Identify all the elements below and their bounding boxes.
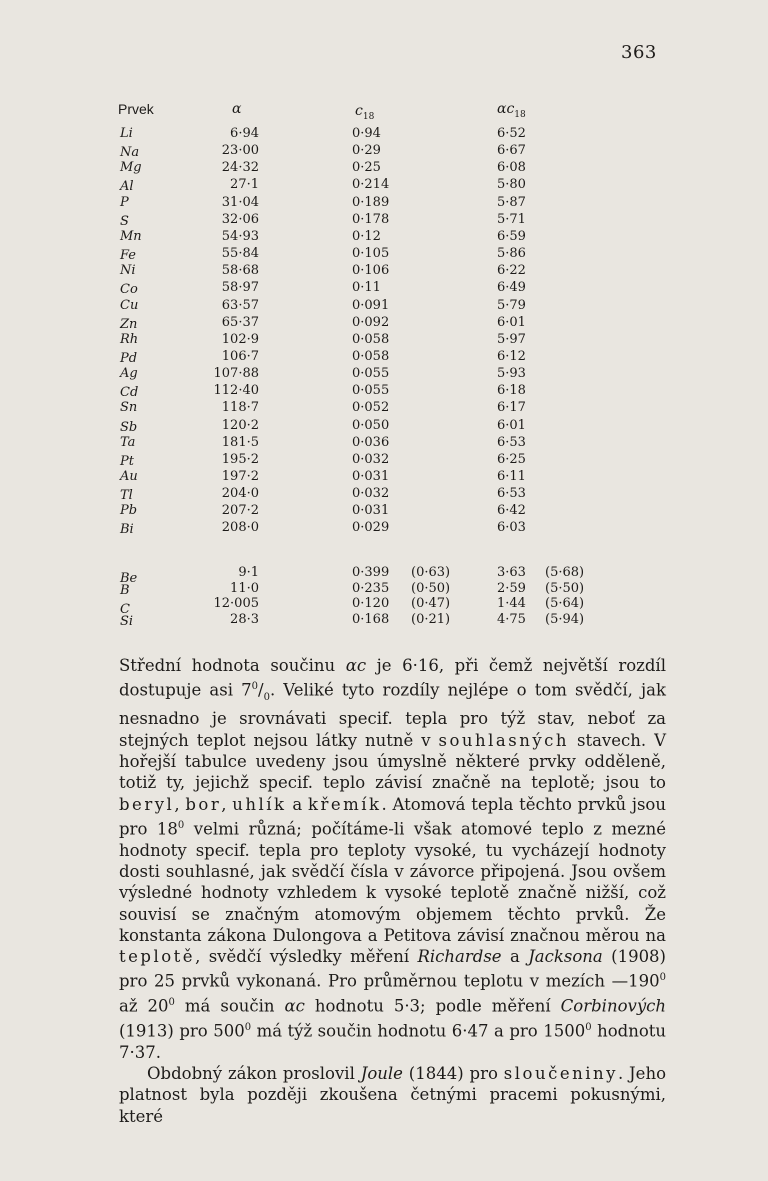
cell-ac: 5·93 [497, 366, 526, 382]
cell-c: 0·178 [352, 211, 390, 227]
cell-element: Sb [120, 419, 138, 435]
cell-element: Tl [120, 488, 133, 504]
cell-c: 0·050 [352, 417, 390, 433]
cell-alpha: 6·94 [230, 126, 259, 141]
cell-ac: 6·18 [497, 383, 526, 399]
cell-alpha: 28·3 [230, 612, 259, 628]
cell-ac-limit: (5·64) [545, 596, 585, 612]
cell-ac: 6·03 [497, 520, 526, 536]
cell-ac: 6·22 [497, 263, 526, 279]
cell-element: B [120, 582, 130, 598]
cell-c-limit: (0·21) [411, 612, 451, 628]
cell-alpha: 58·97 [221, 280, 259, 296]
cell-alpha: 118·7 [221, 400, 259, 416]
cell-element: Pt [120, 453, 134, 469]
cell-ac: 6·17 [497, 400, 526, 416]
cell-element: Cd [120, 385, 139, 401]
cell-ac-limit: (5·94) [545, 612, 585, 628]
cell-c: 0·091 [352, 297, 390, 313]
cell-ac: 5·87 [497, 194, 526, 210]
cell-c: 0·036 [352, 434, 390, 450]
cell-alpha: 55·84 [221, 246, 259, 262]
cell-alpha: 63·57 [221, 297, 259, 313]
cell-ac: 5·97 [497, 331, 526, 347]
cell-element: Rh [120, 331, 139, 347]
cell-c: 0·092 [352, 314, 390, 330]
cell-alpha: 181·5 [221, 434, 259, 450]
cell-alpha: 24·32 [221, 160, 259, 176]
cell-ac: 6·52 [497, 126, 526, 141]
cell-alpha: 195·2 [221, 451, 259, 467]
header-element: Prvek [118, 101, 154, 117]
cell-c: 0·055 [352, 383, 390, 399]
cell-alpha: 204·0 [221, 486, 259, 502]
cell-element: P [120, 194, 129, 210]
header-alpha: α [232, 101, 242, 117]
cell-c: 0·031 [352, 469, 390, 484]
cell-ac: 6·53 [497, 434, 526, 450]
cell-ac: 6·49 [497, 280, 526, 296]
cell-ac: 6·01 [497, 314, 526, 330]
cell-element: Bi [120, 522, 134, 538]
cell-ac: 1·44 [497, 596, 526, 612]
cell-alpha: 12·005 [213, 596, 259, 612]
header-c: $c_{18}$ [355, 103, 375, 122]
cell-alpha: 208·0 [221, 520, 259, 536]
cell-ac: 5·80 [497, 177, 526, 193]
cell-ac: 6·11 [497, 469, 526, 484]
cell-element: Si [120, 614, 134, 630]
cell-c: 0·032 [352, 486, 390, 502]
cell-ac: 2·59 [497, 580, 526, 596]
cell-c: 0·055 [352, 366, 390, 382]
cell-c: 0·12 [352, 228, 381, 244]
cell-alpha: 31·04 [221, 194, 259, 210]
cell-element: S [120, 213, 129, 229]
cell-ac: 6·53 [497, 486, 526, 502]
cell-element: Pb [120, 503, 138, 519]
page-number: 363 [621, 42, 657, 63]
cell-alpha: 120·2 [221, 417, 259, 433]
cell-c: 0·058 [352, 331, 390, 347]
cell-alpha: 207·2 [221, 503, 259, 519]
cell-c: 0·25 [352, 160, 381, 176]
cell-c: 0·029 [352, 520, 390, 536]
paragraph-2: Obdobný zákon proslovil Joule (1844) pro sloučeniny. Jeho platnost byla později zkoušena četnými pracemi pokusnými, které [119, 1064, 667, 1126]
cell-alpha: 54·93 [221, 228, 259, 244]
cell-alpha: 32·06 [221, 211, 259, 227]
cell-ac: 5·79 [497, 297, 526, 313]
cell-c: 0·29 [352, 143, 381, 159]
cell-element: Fe [120, 248, 137, 264]
cell-alpha: 11·0 [230, 580, 259, 596]
cell-c: 0·214 [352, 177, 390, 193]
cell-ac: 4·75 [497, 612, 526, 628]
cell-ac: 6·08 [497, 160, 526, 176]
cell-ac: 3·63 [497, 565, 526, 580]
cell-c-limit: (0·63) [411, 565, 451, 580]
cell-alpha: 65·37 [221, 314, 259, 330]
cell-alpha: 112·40 [213, 383, 259, 399]
cell-alpha: 106·7 [221, 348, 259, 364]
cell-alpha: 197·2 [221, 469, 259, 484]
cell-alpha: 27·1 [230, 177, 259, 193]
cell-alpha: 9·1 [238, 565, 259, 580]
cell-c: 0·031 [352, 503, 390, 519]
cell-element: Sn [120, 400, 138, 416]
cell-c: 0·058 [352, 348, 390, 364]
cell-ac: 6·25 [497, 451, 526, 467]
cell-alpha: 23·00 [221, 143, 259, 159]
cell-ac: 6·01 [497, 417, 526, 433]
cell-c: 0·106 [352, 263, 390, 279]
cell-ac: 6·59 [497, 228, 526, 244]
cell-ac: 6·12 [497, 348, 526, 364]
cell-element: Na [120, 145, 140, 161]
cell-alpha: 102·9 [221, 331, 259, 347]
cell-element: Zn [120, 316, 138, 332]
cell-element: C [120, 602, 130, 618]
cell-c: 0·399 [352, 565, 390, 580]
cell-c: 0·235 [352, 580, 390, 596]
cell-c: 0·189 [352, 194, 390, 210]
cell-element: Pd [120, 350, 138, 366]
cell-element: Co [120, 282, 138, 298]
cell-element: Al [120, 179, 134, 195]
cell-alpha: 58·68 [221, 263, 259, 279]
cell-element: Be [120, 571, 138, 586]
header-ac: $\alpha c_{18}$ [497, 101, 526, 120]
cell-c: 0·105 [352, 246, 390, 262]
paragraph-1: Střední hodnota součinu αc je 6·16, při čemž největší rozdíl dostupuje asi $7^0/_0$. Veliké tyto rozdíly nejlépe o tom svědčí, jak nesnadno je srovnávati specif. tepla pro týž stav, neboť za stejných teplot nejsou látky nutně v souhlasných stavech. V hořejší tabulce uvedeny jsou úmyslně některé prvky odděleně, totiž ty, jejichž specif. teplo závisí značně na teplotě; jsou to beryl, bor, uhlík a křemík. Atomová tepla těchto prvků jsou pro $18^0$ velmi různá; počítáme-li však atomové teplo z mezné hodnoty specif. tepla pro teploty vysoké, tu vycházejí hodnoty dosti souhlasné, jak svědčí čísla v závorce připojená. Jsou ovšem výsledné hodnoty vzhledem k vysoké teplotě značně nižší, což souvisí se značným atomovým objemem těchto prvků. Že konstanta zákona Dulongova a Petitova závisí značnou měrou na teplotě, svědčí výsledky měření Richardse a Jacksona (1908) pro 25 prvků vykonaná. Pro průměrnou teplotu v mezích $—190^0$ až $20^0$ má součin αc hodnotu 5·3; podle měření Corbinových (1913) pro $500^0$ má týž součin hodnotu 6·47 a pro 1500$^0$ hodnotu 7·37. [119, 656, 667, 1062]
cell-c-limit: (0·47) [411, 596, 451, 612]
cell-element: Ta [120, 434, 136, 450]
cell-ac: 5·86 [497, 246, 526, 262]
body-text [119, 655, 666, 1127]
cell-ac: 6·67 [497, 143, 526, 159]
cell-c: 0·94 [352, 126, 381, 141]
cell-ac-limit: (5·68) [545, 565, 585, 580]
cell-alpha: 107·88 [213, 366, 259, 382]
cell-element: Mg [120, 160, 142, 176]
cell-c-limit: (0·50) [411, 580, 451, 596]
cell-c: 0·052 [352, 400, 390, 416]
cell-element: Mn [120, 228, 142, 244]
cell-element: Ag [120, 366, 138, 382]
cell-c: 0·120 [352, 596, 390, 612]
cell-c: 0·032 [352, 451, 390, 467]
cell-c: 0·11 [352, 280, 381, 296]
cell-element: Ni [120, 263, 136, 279]
cell-ac: 5·71 [497, 211, 526, 227]
cell-element: Au [120, 469, 138, 484]
cell-element: Li [120, 126, 133, 141]
cell-ac: 6·42 [497, 503, 526, 519]
cell-c: 0·168 [352, 612, 390, 628]
cell-element: Cu [120, 297, 139, 313]
cell-ac-limit: (5·50) [545, 580, 585, 596]
